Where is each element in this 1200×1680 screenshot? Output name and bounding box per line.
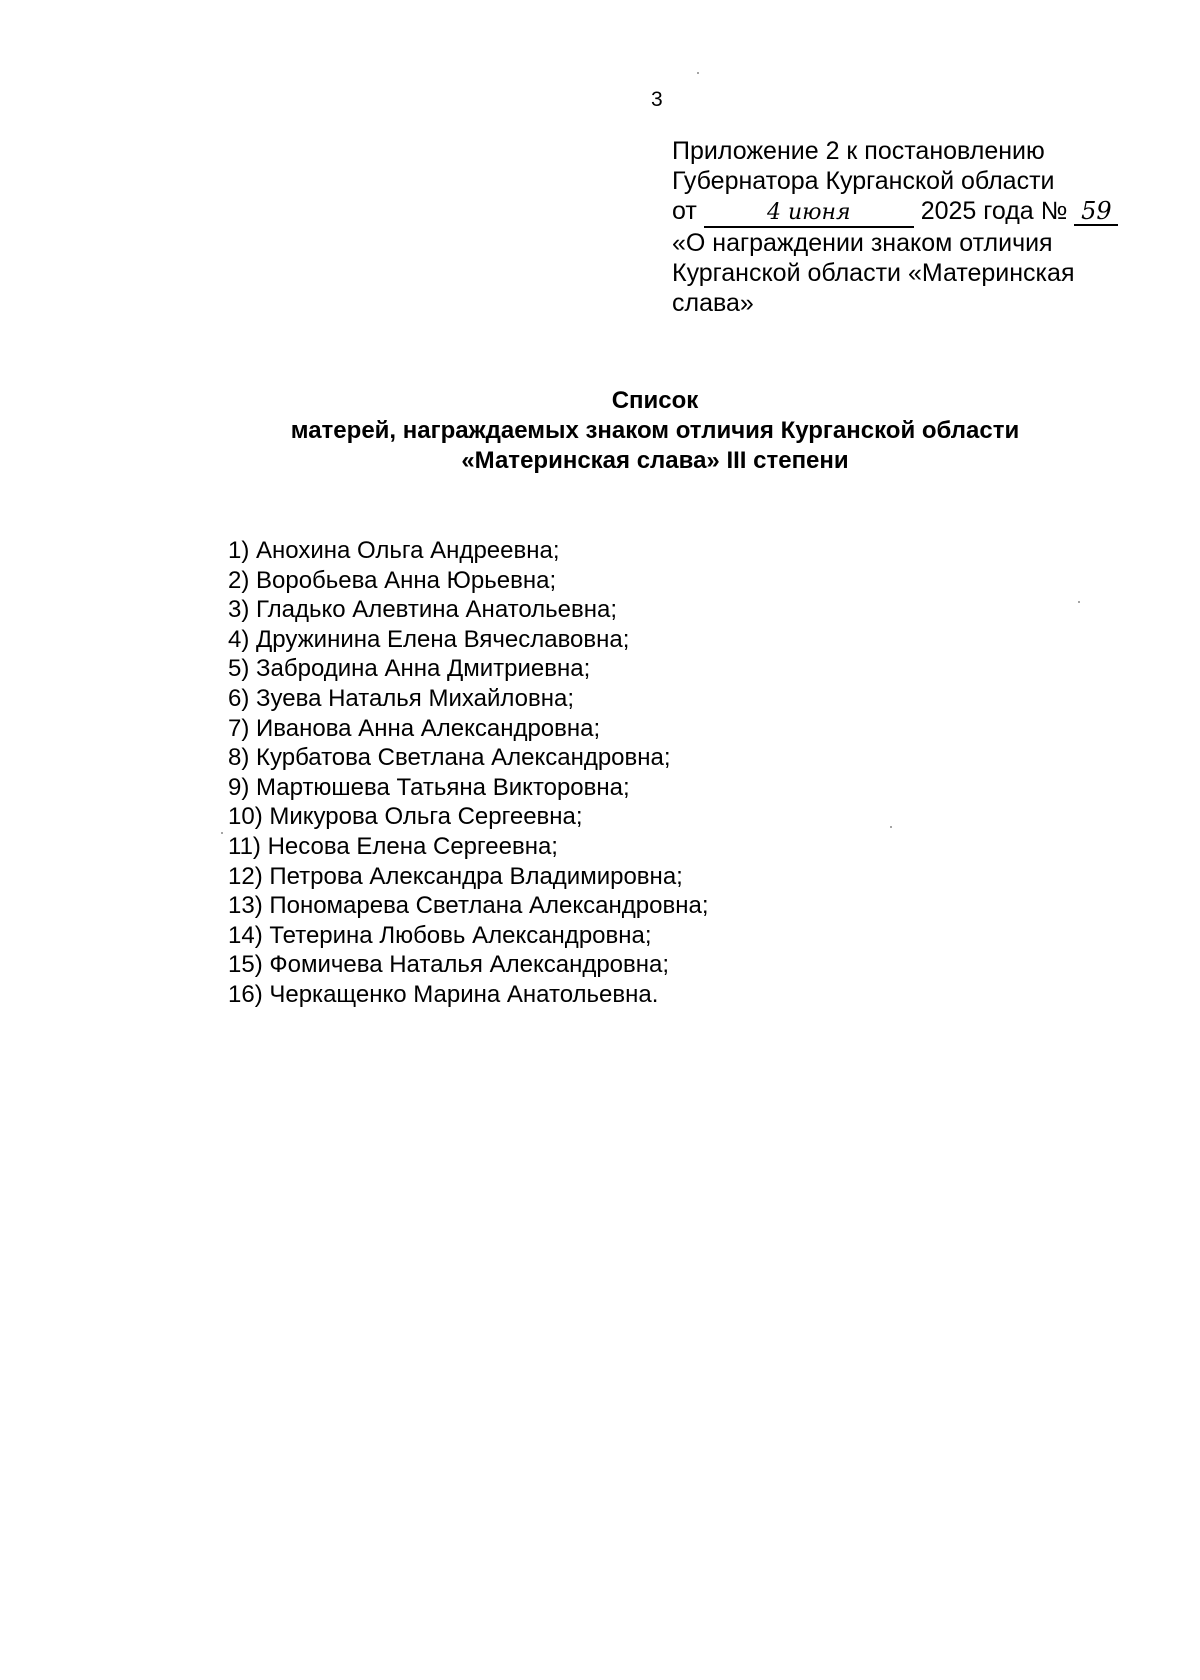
appendix-line-4: «О награждении знаком отличия xyxy=(672,229,1053,257)
list-item: 13) Пономарева Светлана Александровна; xyxy=(228,892,709,920)
list-item: 14) Тетерина Любовь Александровна; xyxy=(228,921,652,949)
handwritten-number: 59 xyxy=(1074,200,1118,226)
appendix-line-6: слава» xyxy=(672,289,754,317)
handwritten-date: 4 июня xyxy=(704,202,914,228)
names-list xyxy=(228,536,709,1010)
scan-speck xyxy=(221,832,223,834)
appendix-date-line xyxy=(672,196,1142,228)
title-line-3: «Материнская слава» III степени xyxy=(461,447,849,474)
list-item: 10) Микурова Ольга Сергеевна; xyxy=(228,803,583,831)
title-line-2: матерей, награждаемых знаком отличия Курганской области xyxy=(290,417,1020,444)
appendix-header xyxy=(672,136,1142,318)
appendix-line-2: Губернатора Курганской области xyxy=(672,167,1055,195)
list-item: 1) Анохина Ольга Андреевна; xyxy=(228,537,560,564)
list-item: 4) Дружинина Елена Вячеславовна; xyxy=(228,625,630,653)
page-number: 3 xyxy=(651,88,663,111)
list-item: 12) Петрова Александра Владимировна; xyxy=(228,862,683,890)
list-item: 8) Курбатова Светлана Александровна; xyxy=(228,744,671,772)
document-title xyxy=(0,386,1200,476)
list-item: 6) Зуева Наталья Михайловна; xyxy=(228,684,574,712)
scan-speck xyxy=(890,826,892,828)
list-item: 9) Мартюшева Татьяна Викторовна; xyxy=(228,773,630,801)
list-item: 3) Гладько Алевтина Анатольевна; xyxy=(228,596,618,624)
appendix-line-1: Приложение 2 к постановлению xyxy=(672,137,1045,165)
appendix-line-5: Курганской области «Материнская xyxy=(672,259,1075,287)
year-text: 2025 года № xyxy=(920,197,1068,225)
scan-speck xyxy=(1078,601,1080,603)
date-prefix: от xyxy=(672,197,697,225)
list-item: 11) Несова Елена Сергеевна; xyxy=(228,832,558,860)
list-item: 7) Иванова Анна Александровна; xyxy=(228,714,601,742)
title-line-1: Список xyxy=(611,387,699,414)
scan-speck xyxy=(697,72,699,74)
list-item: 15) Фомичева Наталья Александровна; xyxy=(228,951,670,979)
list-item: 5) Забродина Анна Дмитриевна; xyxy=(228,655,591,683)
list-item: 2) Воробьева Анна Юрьевна; xyxy=(228,566,557,594)
list-item: 16) Черкащенко Марина Анатольевна. xyxy=(228,980,659,1008)
